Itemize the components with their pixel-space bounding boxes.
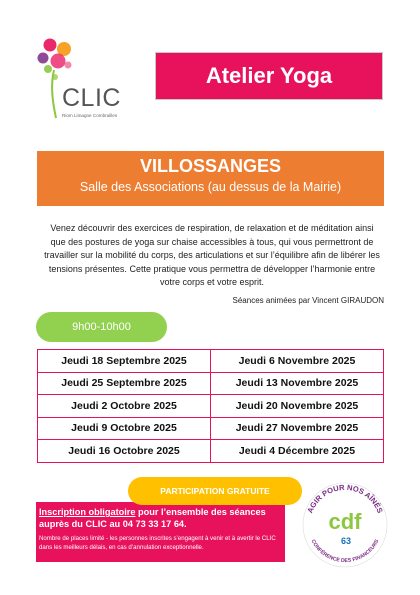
- date-cell: Jeudi 6 Novembre 2025: [211, 350, 384, 373]
- clic-logo-subtitle: Riom Limagne Combrailles: [62, 113, 118, 118]
- clic-logo-name: CLIC: [62, 84, 121, 112]
- table-row: [38, 350, 384, 373]
- date-cell: Jeudi 4 Décembre 2025: [211, 440, 384, 463]
- table-row: [38, 372, 384, 395]
- seal-arc-top: AGIR POUR NOS AÎNÉS: [305, 482, 385, 515]
- time-badge: [36, 312, 167, 342]
- location-town: VILLOSSANGES: [139, 156, 282, 176]
- seal-number: 63: [340, 536, 352, 546]
- date-cell: Jeudi 13 Novembre 2025: [211, 372, 384, 395]
- date-cell: Jeudi 25 Septembre 2025: [38, 372, 211, 395]
- date-cell: Jeudi 16 Octobre 2025: [38, 440, 211, 463]
- registration-phone: 04 73 33 17 64: [122, 519, 185, 529]
- registration-end: .: [184, 519, 187, 529]
- date-cell: Jeudi 2 Octobre 2025: [38, 395, 211, 418]
- registration-required: Inscription obligatoire: [39, 507, 136, 517]
- page-title: Atelier Yoga: [205, 63, 333, 88]
- seal-arc-bottom: CONFÉRENCE DES FINANCEURS: [309, 538, 381, 565]
- registration-instructions: pour l’ensemble des séances auprès du CLIC au: [39, 507, 266, 529]
- seal-logo-text: cdf: [328, 509, 362, 534]
- table-row: [38, 440, 384, 463]
- registration-note: Nombre de places limité - les personnes inscrites s’engagent à venir et à avertir le CLIC dans les meilleurs délais, en cas d’annulation exceptionnelle.: [39, 535, 276, 551]
- date-cell: Jeudi 27 Novembre 2025: [211, 417, 384, 440]
- title-banner: [155, 52, 383, 100]
- date-cell: Jeudi 20 Novembre 2025: [211, 395, 384, 418]
- registration-box: [36, 502, 285, 562]
- date-cell: Jeudi 18 Septembre 2025: [38, 350, 211, 373]
- workshop-description: Venez découvrir des exercices de respiration, de relaxation et de méditation ainsi que des postures de yoga sur chaise accessibles à tous, qui vous permettront de travailler sur la mobilité du corps, des articulations et sur l’équilibre afin de libérer les tensions présentes. Cette pratique vous permettra de développer l’harmonie entre votre corps et votre esprit.: [44, 223, 380, 288]
- location-banner: [37, 151, 384, 206]
- animator-credit: Séances animées par Vincent GIRAUDON: [232, 296, 384, 305]
- table-row: [38, 417, 384, 440]
- registration-text: [39, 506, 282, 530]
- table-row: [38, 395, 384, 418]
- clic-logo: [34, 36, 134, 122]
- date-cell: Jeudi 9 Octobre 2025: [38, 417, 211, 440]
- location-venue: Salle des Associations (au dessus de la Mairie): [79, 180, 342, 194]
- cdf-seal: [300, 477, 390, 573]
- time-label: 9h00-10h00: [72, 321, 131, 333]
- participation-badge: [128, 477, 302, 505]
- session-dates-table: [37, 349, 384, 463]
- cdf-seal-graphic: [300, 477, 390, 573]
- participation-label: PARTICIPATION GRATUITE: [160, 486, 270, 496]
